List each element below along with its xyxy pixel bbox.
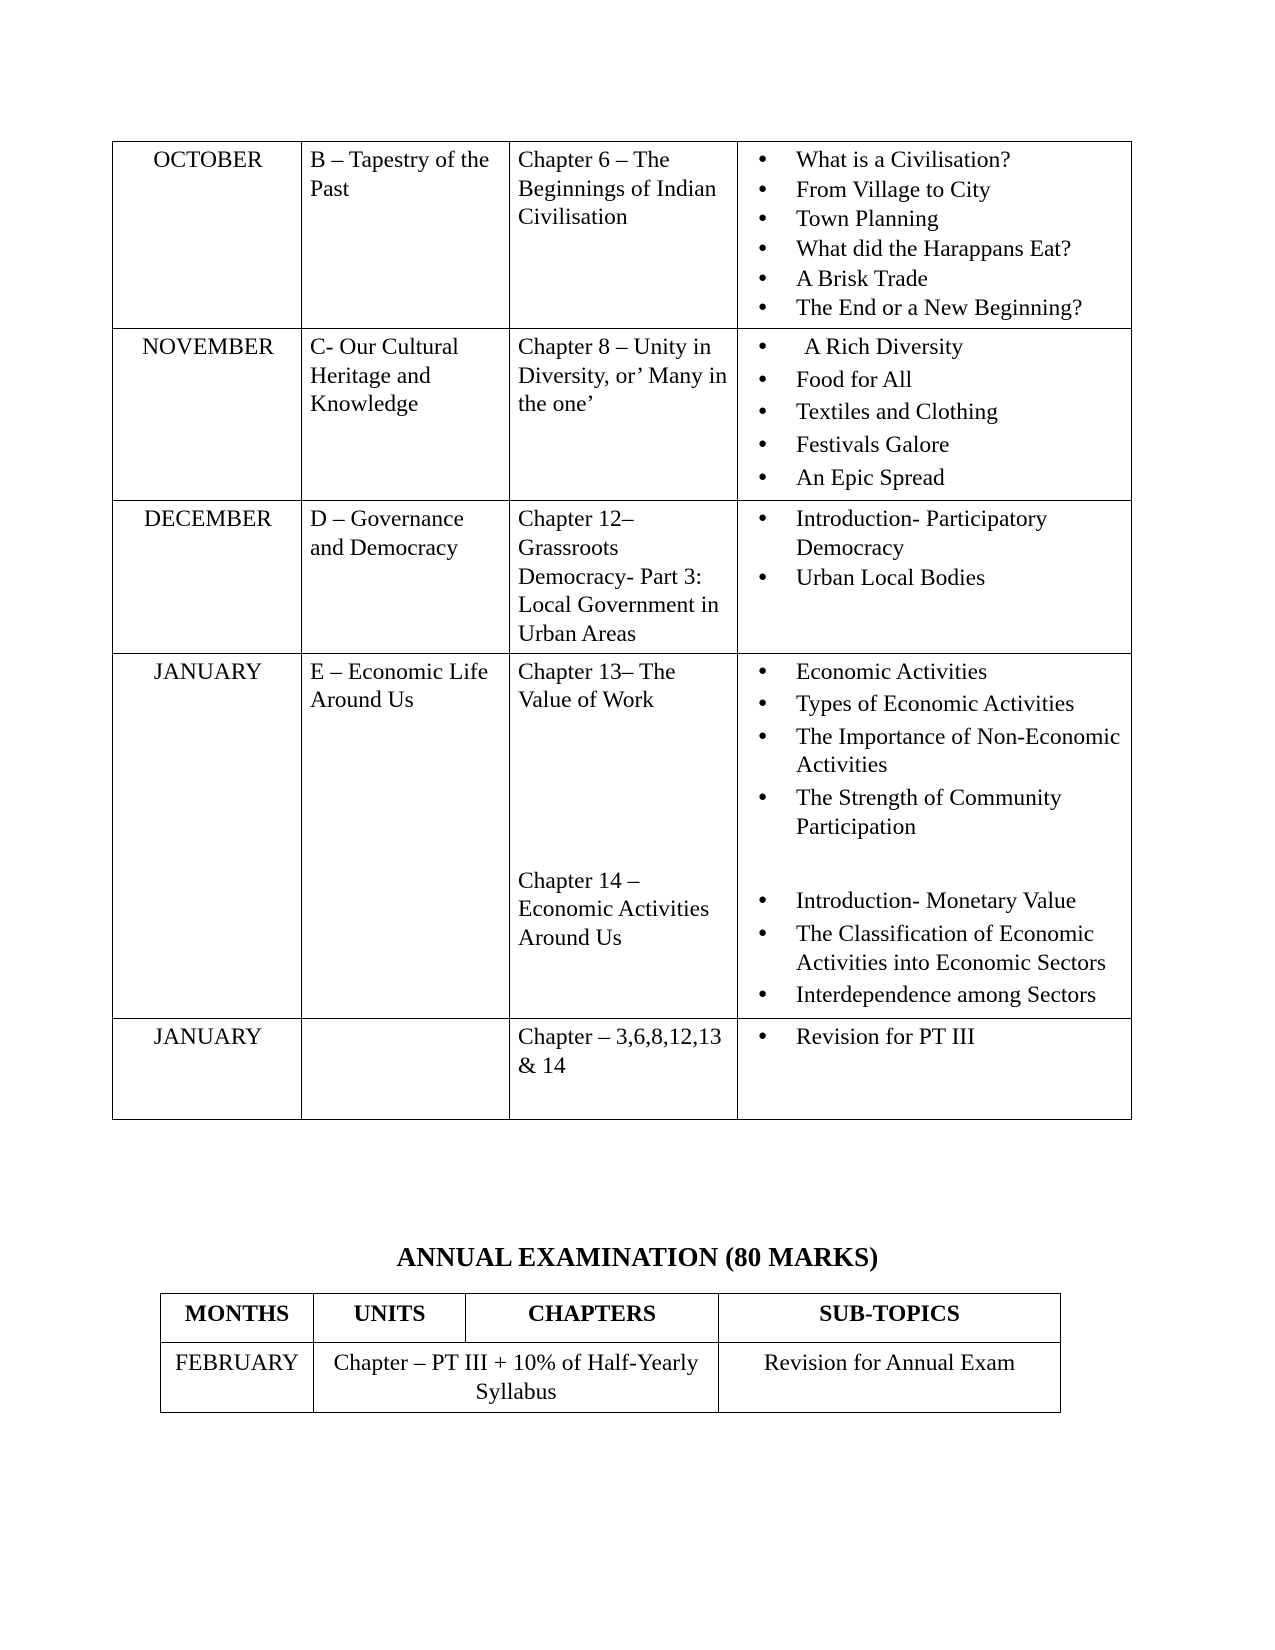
- month-cell: DECEMBER: [113, 501, 302, 653]
- list-item: ● Textiles and Clothing: [746, 398, 1125, 427]
- subtopics-cell: [738, 653, 1132, 1019]
- list-item: ● Types of Economic Activities: [746, 690, 1125, 719]
- list-spacer: [746, 845, 1125, 883]
- list-item: ● Introduction- Participatory Democracy: [746, 505, 1125, 562]
- month-cell: OCTOBER: [113, 142, 302, 329]
- chapter-cell: [510, 653, 738, 1019]
- subtopics-list: [746, 658, 1125, 1011]
- list-item: ● Economic Activities: [746, 658, 1125, 687]
- table-row: [113, 501, 1132, 653]
- list-item: ● What is a Civilisation?: [746, 146, 1125, 175]
- column-header-chapters: CHAPTERS: [466, 1294, 719, 1343]
- subtopics-cell: [738, 142, 1132, 329]
- unit-cell: [302, 1019, 510, 1120]
- column-header-months: MONTHS: [161, 1294, 314, 1343]
- list-item: ● A Rich Diversity: [746, 333, 1125, 362]
- unit-cell: C- Our Cultural Heritage and Knowledge: [302, 328, 510, 500]
- chapter-text-primary: Chapter 13– The Value of Work: [518, 658, 676, 714]
- table-row: [113, 653, 1132, 1019]
- list-item: ● A Brisk Trade: [746, 265, 1125, 294]
- annual-exam-title: ANNUAL EXAMINATION (80 MARKS): [396, 1242, 879, 1272]
- list-item: ● An Epic Spread: [746, 464, 1125, 493]
- list-item: ● The Strength of Community Participation: [746, 784, 1125, 841]
- table-row: [113, 328, 1132, 500]
- table-row: [113, 142, 1132, 329]
- month-cell: JANUARY: [113, 653, 302, 1019]
- list-item: ● Introduction- Monetary Value: [746, 887, 1125, 916]
- chapter-cell: Chapter 6 – The Beginnings of Indian Civilisation: [510, 142, 738, 329]
- table-row: [161, 1343, 1061, 1413]
- subtopics-list: [746, 1023, 1125, 1052]
- chapter-cell: Chapter 12– Grassroots Democracy- Part 3: Local Government in Urban Areas: [510, 501, 738, 653]
- list-item: ● Town Planning: [746, 205, 1125, 234]
- list-item: ● The Importance of Non-Economic Activities: [746, 723, 1125, 780]
- unit-cell: D – Governance and Democracy: [302, 501, 510, 653]
- list-item: ● What did the Harappans Eat?: [746, 235, 1125, 264]
- column-header-units: UNITS: [314, 1294, 466, 1343]
- syllabus-table: [112, 141, 1132, 1120]
- list-item: ● The Classification of Economic Activities into Economic Sectors: [746, 920, 1125, 977]
- month-cell: JANUARY: [113, 1019, 302, 1120]
- table-row: [113, 1019, 1132, 1120]
- list-item: ● The End or a New Beginning?: [746, 294, 1125, 323]
- chapter-cell: Chapter – 3,6,8,12,13 & 14: [510, 1019, 738, 1120]
- unit-cell: B – Tapestry of the Past: [302, 142, 510, 329]
- column-header-subtopics: SUB-TOPICS: [719, 1294, 1061, 1343]
- list-item: ● Revision for PT III: [746, 1023, 1125, 1052]
- chapter-spacer: [518, 715, 731, 867]
- list-item: ● Festivals Galore: [746, 431, 1125, 460]
- list-item: ● Food for All: [746, 366, 1125, 395]
- table-header-row: [161, 1294, 1061, 1343]
- subtopics-list: [746, 146, 1125, 323]
- subtopics-cell: [738, 1019, 1132, 1120]
- annual-exam-table: [160, 1293, 1061, 1413]
- unit-cell: E – Economic Life Around Us: [302, 653, 510, 1019]
- subtopics-cell: [738, 328, 1132, 500]
- subtopics-cell: [738, 501, 1132, 653]
- list-item: ● Interdependence among Sectors: [746, 981, 1125, 1010]
- subtopics-list: [746, 505, 1125, 592]
- subtopics-list: [746, 333, 1125, 492]
- list-item: ● From Village to City: [746, 176, 1125, 205]
- month-cell: FEBRUARY: [161, 1343, 314, 1413]
- month-cell: NOVEMBER: [113, 328, 302, 500]
- chapter-merged-cell: Chapter – PT III + 10% of Half-Yearly Syllabus: [314, 1343, 719, 1413]
- chapter-text-secondary: Chapter 14 – Economic Activities Around Us: [518, 867, 710, 952]
- chapter-cell: Chapter 8 – Unity in Diversity, or’ Many in the one’: [510, 328, 738, 500]
- list-item: ● Urban Local Bodies: [746, 564, 1125, 593]
- subtopic-cell: Revision for Annual Exam: [719, 1343, 1061, 1413]
